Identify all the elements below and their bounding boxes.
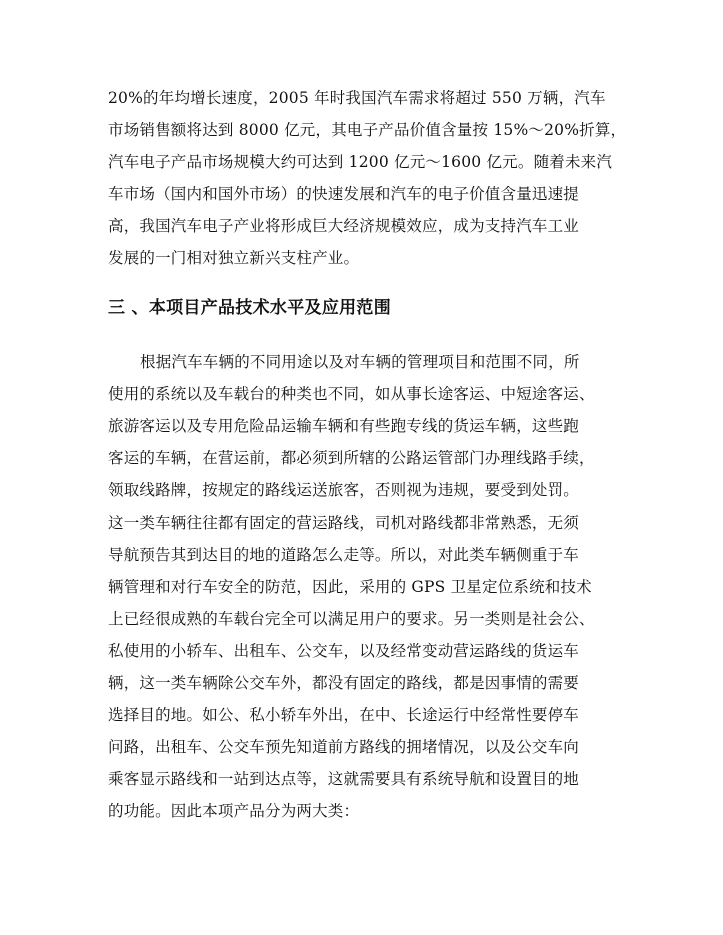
paragraph2-line-8: 辆管理和对行车安全的防范，因此，采用的 GPS 卫星定位系统和技术 — [108, 578, 592, 596]
paragraph2-line-6: 这一类车辆往往都有固定的营运路线，司机对路线都非常熟悉，无须 — [108, 514, 580, 532]
paragraph2-line-2: 使用的系统以及车载台的种类也不同，如从事长途客运、中短途客运、 — [108, 385, 595, 403]
paragraph2-line-11: 辆，这一类车辆除公交车外，都没有固定的路线，都是因事情的需要 — [108, 674, 580, 692]
paragraph2-line-13: 问路，出租车、公交车预先知道前方路线的拥堵情况，以及公交车向 — [108, 738, 580, 756]
paragraph1-line-5: 高，我国汽车电子产业将形成巨大经济规模效应，成为支持汽车工业 — [108, 217, 580, 235]
section-heading: 三 、本项目产品技术水平及应用范围 — [108, 298, 392, 318]
paragraph1-line-1: 20%的年均增长速度，2005 年时我国汽车需求将超过 550 万辆，汽车 — [108, 89, 606, 107]
paragraph1-line-3: 汽车电子产品市场规模大约可达到 1200 亿元～1600 亿元。随着未来汽 — [108, 153, 613, 171]
paragraph2-line-9: 上已经很成熟的车载台完全可以满足用户的要求。另一类则是社会公、 — [108, 610, 595, 628]
paragraph1-line-2: 市场销售额将达到 8000 亿元，其电子产品价值含量按 15%～20%折算， — [108, 121, 627, 139]
paragraph2-line-15: 的功能。因此本项产品分为两大类： — [108, 802, 360, 820]
paragraph2-line-7: 导航预告其到达目的地的道路怎么走等。所以，对此类车辆侧重于车 — [108, 546, 580, 564]
paragraph2-line-10: 私使用的小轿车、出租车、公交车，以及经常变动营运路线的货运车 — [108, 642, 580, 660]
paragraph2-line-5: 领取线路牌，按规定的路线运送旅客，否则视为违规，要受到处罚。 — [108, 481, 580, 499]
paragraph1-line-6: 发展的一门相对独立新兴支柱产业。 — [108, 249, 360, 267]
paragraph1-line-4: 车市场（国内和国外市场）的快速发展和汽车的电子价值含量迅速提 — [108, 185, 580, 203]
paragraph2-line-12: 选择目的地。如公、私小轿车外出，在中、长途运行中经常性要停车 — [108, 706, 580, 724]
paragraph2-line-14: 乘客显示路线和一站到达点等，这就需要具有系统导航和设置目的地 — [108, 770, 580, 788]
paragraph2-line-4: 客运的车辆，在营运前，都必须到所辖的公路运管部门办理线路手续， — [108, 449, 595, 467]
paragraph2-line-3: 旅游客运以及专用危险品运输车辆和有些跑专线的货运车辆，这些跑 — [108, 417, 580, 435]
paragraph2-line-1: 根据汽车车辆的不同用途以及对车辆的管理项目和范围不同，所 — [140, 353, 580, 371]
